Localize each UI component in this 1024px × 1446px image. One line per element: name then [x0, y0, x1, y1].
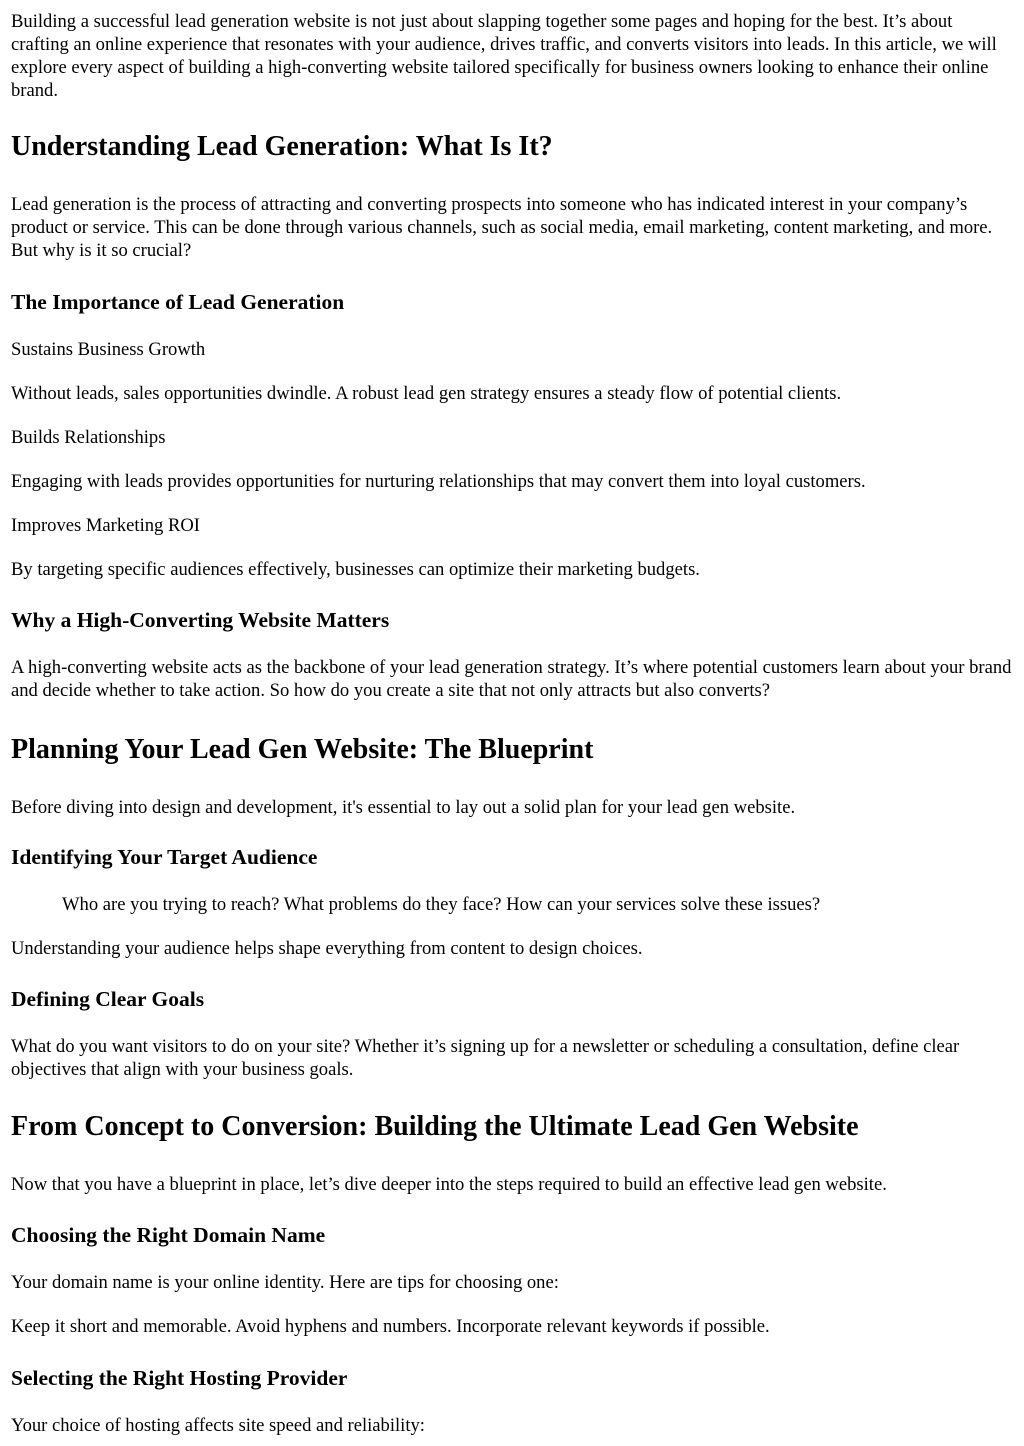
section-heading-planning: Planning Your Lead Gen Website: The Blueprint [11, 734, 594, 765]
importance-item-title: Improves Marketing ROI [11, 515, 200, 536]
domain-tips-paragraph: Keep it short and memorable. Avoid hyphens and numbers. Incorporate relevant keywords if possible. [11, 1316, 770, 1337]
hosting-paragraph: Your choice of hosting affects site speed and reliability: [11, 1415, 425, 1436]
importance-item-title: Sustains Business Growth [11, 339, 206, 360]
planning-paragraph: Before diving into design and development, it's essential to lay out a solid plan for your lead gen website. [11, 797, 796, 818]
intro-paragraph: Building a successful lead generation website is not just about slapping together some pages and hoping for the best. It’s about crafting an online experience that resonates with your audience, drives traffic, and converts visitors into leads. In this article, we will explore every aspect of building a high-converting website tailored specifically for business owners looking to enhance their online brand. [11, 11, 997, 101]
section-heading-understanding: Understanding Lead Generation: What Is It? [11, 131, 553, 162]
lead-gen-definition-paragraph: Lead generation is the process of attracting and converting prospects into someone who has indicated interest in your company’s product or service. This can be done through various channels, such as social media, email marketing, content marketing, and more. But why is it so crucial? [11, 194, 993, 261]
section-heading-concept: From Concept to Conversion: Building the Ultimate Lead Gen Website [11, 1111, 859, 1142]
audience-blockquote: Who are you trying to reach? What problems do they face? How can your services solve these issues? [62, 894, 821, 915]
subheading-domain-name: Choosing the Right Domain Name [11, 1223, 326, 1247]
importance-item-title: Builds Relationships [11, 427, 166, 448]
importance-item-text: By targeting specific audiences effectively, businesses can optimize their marketing budgets. [11, 559, 700, 580]
goals-paragraph: What do you want visitors to do on your site? Whether it’s signing up for a newsletter or scheduling a consultation, define clear objectives that align with your business goals. [11, 1036, 960, 1080]
subheading-high-converting: Why a High-Converting Website Matters [11, 608, 390, 632]
subheading-hosting-provider: Selecting the Right Hosting Provider [11, 1366, 348, 1390]
subheading-clear-goals: Defining Clear Goals [11, 987, 205, 1011]
domain-paragraph: Your domain name is your online identity. Here are tips for choosing one: [11, 1272, 559, 1293]
high-converting-paragraph: A high-converting website acts as the backbone of your lead generation strategy. It’s where potential customers learn about your brand and decide whether to take action. So how do you create a site that not only attracts but also converts? [11, 657, 1012, 701]
audience-paragraph: Understanding your audience helps shape everything from content to design choices. [11, 938, 643, 959]
importance-item-text: Engaging with leads provides opportunities for nurturing relationships that may convert them into loyal customers. [11, 471, 866, 492]
importance-item-text: Without leads, sales opportunities dwindle. A robust lead gen strategy ensures a steady flow of potential clients. [11, 383, 842, 404]
subheading-importance: The Importance of Lead Generation [11, 290, 345, 314]
subheading-target-audience: Identifying Your Target Audience [11, 845, 318, 869]
concept-paragraph: Now that you have a blueprint in place, let’s dive deeper into the steps required to build an effective lead gen website. [11, 1174, 887, 1195]
